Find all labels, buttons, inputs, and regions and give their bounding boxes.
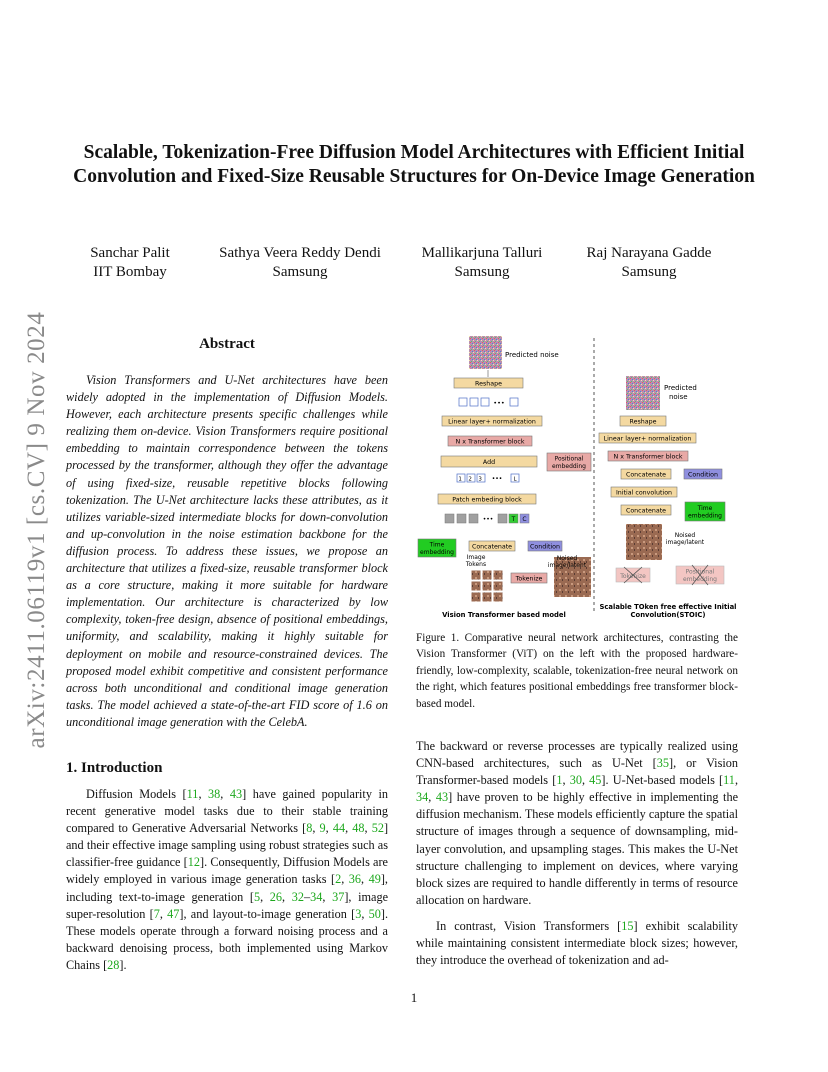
left-figure-caption: Vision Transformer based model — [442, 611, 566, 619]
author-affiliation: Samsung — [454, 264, 510, 280]
noised-image-label: Noised image/latent — [547, 555, 587, 569]
citation-link[interactable]: 48 — [352, 821, 365, 836]
citation-link[interactable]: 34 — [310, 889, 323, 904]
citation-link[interactable]: 5 — [253, 889, 261, 904]
citation-link[interactable]: 12 — [187, 855, 201, 870]
section-heading: 1. Introduction — [66, 760, 163, 776]
citation-link[interactable]: 30 — [569, 773, 582, 788]
arxiv-stamp — [22, 290, 52, 770]
transformer-label: N x Transformer block — [455, 438, 525, 446]
add-label: Add — [482, 459, 496, 466]
condition-label: Condition — [529, 543, 561, 551]
linear-norm-label: Linear layer+ normalization — [448, 418, 536, 426]
citation-link[interactable]: 47 — [167, 906, 180, 921]
citation-link[interactable]: 7 — [153, 906, 160, 921]
citation-link[interactable]: 49 — [368, 872, 381, 887]
architecture-figure — [414, 330, 746, 622]
abstract-heading: Abstract — [199, 336, 255, 352]
right-figure-caption: Scalable TOken free effective Initial Convolution(STOIC) — [599, 603, 737, 619]
predicted-noise-image — [469, 336, 502, 369]
citation-link[interactable]: 43 — [435, 790, 449, 805]
citation-link[interactable]: 11 — [186, 787, 199, 801]
author-name: Sanchar Palit — [90, 245, 170, 261]
positional-embedding-label: Positional embedding — [552, 455, 586, 470]
citation-link[interactable]: 32 — [291, 889, 304, 904]
citation-link[interactable]: 37 — [332, 889, 345, 904]
concatenate-top-label: Concatenate — [625, 471, 667, 479]
intro-paragraph-1: Diffusion Models [11, 38, 43] have gained popularity in recent generative model tasks due to their stable training compared to Generative Adversarial Networks [8, 9, 44, 48, 52] and their effective image sampling using robust strategies such as classifier-free guidance [12]. Consequently, Diffusion Models are widely employed in various image generation tasks [2, 36, 49], including text-to-image generation [5, 26, 32–34, 37], image super-resolution [7, 47], and layout-to-image generation [3, 50]. These models operate through a forward noising process and a backward denoising process, both implemented using Markov Chains [28]. — [66, 787, 389, 972]
predicted-noise-label — [505, 351, 559, 359]
transformer-label-right: N x Transformer block — [613, 453, 683, 461]
author-affiliation: Samsung — [272, 264, 328, 280]
tokenize-label: Tokenize — [515, 575, 543, 583]
predicted-noise-label-text: Predicted noise — [505, 351, 559, 359]
initial-convolution-label: Initial convolution — [615, 489, 673, 497]
author-name: Mallikarjuna Talluri — [421, 245, 543, 261]
citation-link[interactable]: 43 — [229, 787, 243, 801]
figure-caption: Figure 1. Comparative neural network architectures, contrasting the Vision Transformer (ViT) on the left with the proposed hardware-friendly, low-complexity, scalable, tokenization-free neural network on the right, which features positional embeddings free transformer block-based model. — [416, 632, 738, 710]
citation-link[interactable]: 52 — [371, 821, 384, 836]
citation-link[interactable]: 38 — [208, 787, 221, 801]
token-numbers: 1 2 3 L — [458, 476, 517, 483]
citation-link[interactable]: 45 — [589, 773, 602, 788]
citation-link[interactable]: 44 — [332, 821, 346, 836]
intro-paragraph-2: The backward or reverse processes are typically realized using CNN-based architectures, such as U-Net [35], or Vision Transformer-based models [1, 30, 45]. U-Net-based models [11, 34, 43] have proven to be highly effective in implementing the diffusion mechanism. These models efficiently capture the spatial structure of images through a sequence of downsampling, mid-layer convolution, and upsampling stages. This makes the U-Net structure challenging to implement on devices, where varying block sizes are required to handle differently in terms of resource allocation on hardware. — [416, 739, 739, 907]
citation-link[interactable]: 28 — [107, 957, 120, 972]
image-patches-grid — [471, 570, 503, 602]
citation-link[interactable]: 15 — [621, 919, 634, 933]
paper-title: Scalable, Tokenization-Free Diffusion Model Architectures with Efficient Initial Convolution and Fixed-Size Reusable Structures for On-Device Image Generation — [73, 142, 755, 187]
author-affiliation: Samsung — [621, 264, 677, 280]
author-3 — [412, 244, 552, 282]
token-row — [457, 474, 519, 482]
positional-embedding-label-right: Positional embedding — [683, 568, 717, 583]
citation-link[interactable]: 34 — [416, 790, 429, 805]
output-patches — [459, 398, 518, 406]
c-token-label: C — [522, 516, 527, 523]
condition-label-right: Condition — [687, 471, 719, 479]
author-name: Raj Narayana Gadde — [586, 245, 712, 261]
citation-link[interactable]: 8 — [306, 821, 313, 836]
time-embedding-label: Time embedding — [420, 541, 454, 556]
page-number: 1 — [410, 990, 418, 1005]
citation-link[interactable]: 36 — [348, 872, 362, 887]
ellipsis-tokens: ••• — [491, 475, 503, 483]
concatenate-label: Concatenate — [471, 543, 513, 551]
intro-paragraph-3: In contrast, Vision Transformers [15] exhibit scalability while maintaining consistent intermediate block sizes; however, they introduce the overhead of tokenization and ad- — [416, 919, 738, 968]
reshape-label: Reshape — [475, 380, 502, 388]
patch-embedding-label: Patch embeding block — [452, 496, 522, 504]
citation-link[interactable]: 50 — [368, 906, 381, 921]
author-name: Sathya Veera Reddy Dendi — [219, 245, 381, 261]
reshape-label-right: Reshape — [629, 418, 657, 426]
author-1 — [85, 244, 175, 282]
time-embedding-label-right: Time embedding — [688, 505, 722, 520]
ellipsis-top: ••• — [493, 399, 505, 407]
t-token-label: T — [511, 516, 516, 523]
author-affiliation: IIT Bombay — [93, 264, 167, 280]
noised-image-right — [626, 524, 662, 560]
author-4 — [574, 244, 724, 282]
predicted-noise-label-right: Predicted noise — [664, 384, 697, 401]
concatenate-bottom-label: Concatenate — [625, 507, 667, 515]
citation-link[interactable]: 11 — [723, 773, 735, 788]
arxiv-id: arXiv:2411.06119v1 [cs.CV] 9 Nov 2024 — [23, 311, 50, 749]
citation-link[interactable]: 9 — [319, 821, 326, 836]
image-tokens-label: Image Tokens — [465, 554, 487, 568]
citation-link[interactable]: 26 — [269, 889, 283, 904]
citation-link[interactable]: 2 — [335, 872, 342, 887]
tokenize-label-right: Tokenize — [620, 573, 646, 580]
ellipsis-patches: ••• — [482, 516, 494, 523]
noised-image-label-right: Noised image/latent — [665, 532, 705, 546]
linear-norm-label-right: Linear layer+ normalization — [603, 435, 692, 443]
abstract-text: Vision Transformers and U-Net architectures have been widely adopted in the implementation of Diffusion Models. However, each architecture presents specific challenges while realizing them on-device. Vision Transformers require positional embedding to maintain correspondence between the tokens processed by the transformer, although they offer the advantage of using fixed-size, reusable repetitive blocks following tokenization. The U-Net architecture lacks these attributes, as it utilizes variable-sized intermediate blocks for down-convolution and up-convolution in the noise estimation backbone for the diffusion process. To address these issues, we propose an architecture that utilizes a fixed-size, reusable transformer block as a core structure, making it more suitable for hardware implementation. Our architecture is characterized by low complexity, token-free design, absence of positional embeddings, uniformity, and scalability, making it highly suitable for deployment on mobile and resource-constrained devices. The proposed model exhibit competitive and consistent performance across both unconditional and conditional image generation tasks. The model achieved a state-of-the-art FID score of 1.6 on unconditional image generation with the CelebA. — [66, 373, 388, 729]
citation-link[interactable]: 1 — [556, 773, 563, 788]
citation-link[interactable]: 35 — [656, 756, 669, 771]
citation-link[interactable]: 3 — [355, 906, 362, 921]
author-2 — [200, 244, 400, 282]
predicted-noise-image-right — [626, 376, 660, 410]
